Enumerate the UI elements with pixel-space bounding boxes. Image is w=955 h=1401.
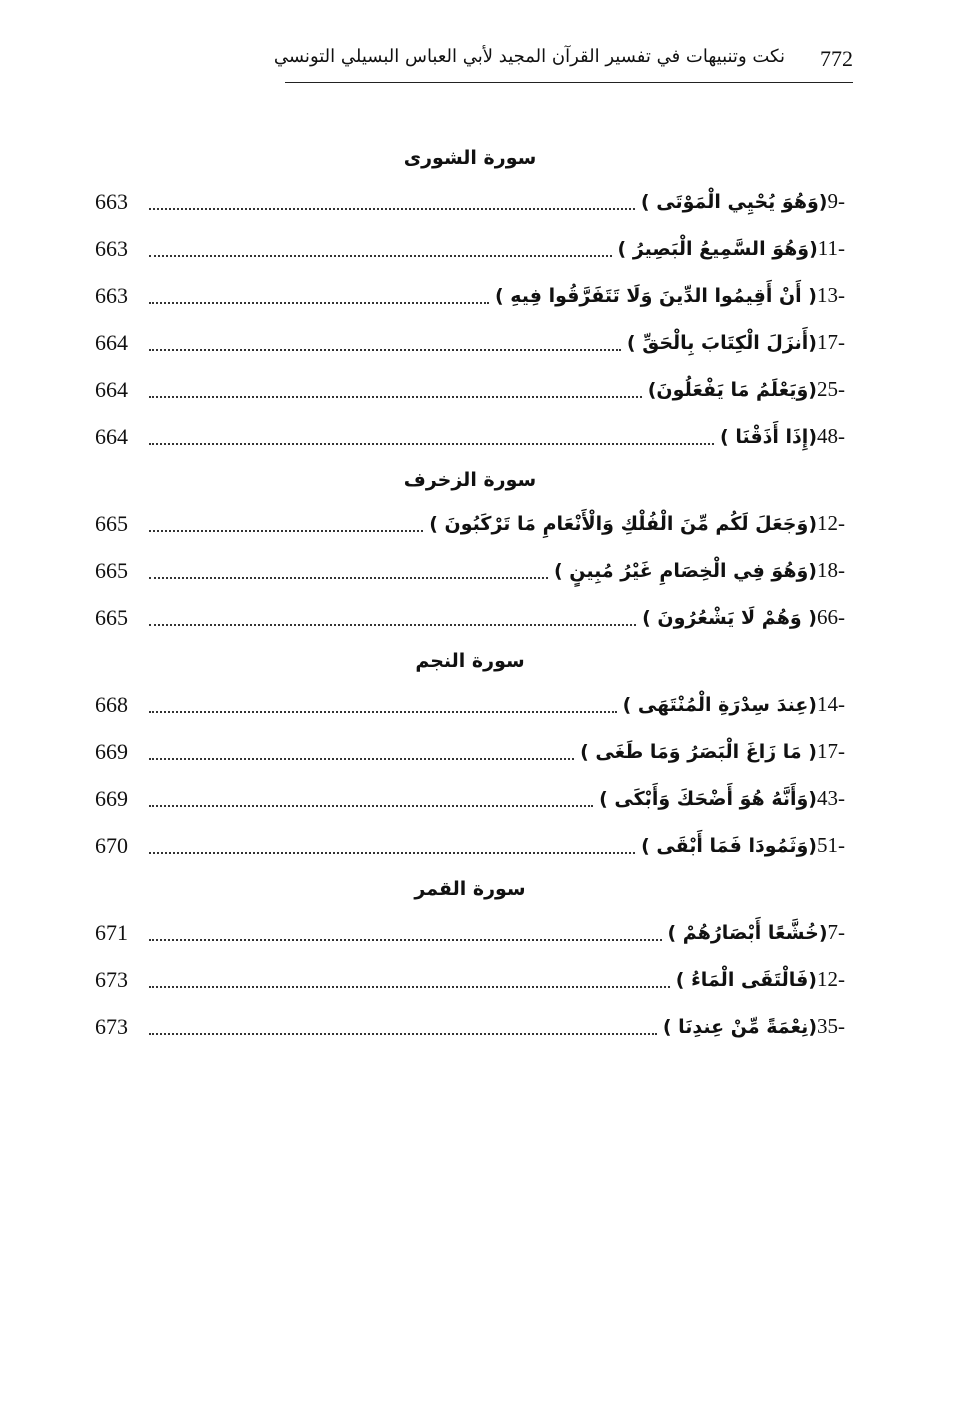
verse-text: (نِعْمَةً مِّنْ عِندِنَا ): [662, 1015, 817, 1038]
leader-dots: [149, 530, 423, 532]
page-number: 772: [820, 46, 853, 71]
verse-text: (وَيَعْلَمُ مَا يَفْعَلُونَ): [647, 378, 817, 401]
verse-number: 11-: [817, 236, 845, 260]
leader-dots: [149, 939, 662, 941]
verse-number: 14-: [817, 692, 845, 716]
index-entry: [95, 225, 845, 272]
leader-dots: [149, 396, 642, 398]
verse-text: ( وَهُمْ لَا يَشْعُرُونَ ): [642, 606, 817, 629]
leader-dots: [149, 208, 635, 210]
leader-dots: [149, 805, 593, 807]
index-entry: [95, 956, 845, 1003]
verse-number: 25-: [817, 377, 845, 401]
verse-number: 43-: [817, 786, 845, 810]
index-entry: [95, 594, 845, 641]
page-ref: 664: [95, 329, 128, 355]
index-entry: [95, 728, 845, 775]
section-title: سورة القمر: [414, 878, 526, 900]
leader-dots: [149, 624, 636, 626]
verse-text: (وَأَنَّهُ هُوَ أَضْحَكَ وَأَبْكَى ): [599, 787, 817, 810]
section-title: سورة النجم: [415, 650, 525, 672]
page-ref: 673: [95, 1013, 128, 1039]
page-ref: 669: [95, 738, 128, 764]
index-entry: [95, 909, 845, 956]
leader-dots: [149, 711, 617, 713]
page-ref: 664: [95, 376, 128, 402]
index-entry: [95, 319, 845, 366]
index-entry: [95, 775, 845, 822]
page-ref: 665: [95, 510, 128, 536]
verse-number: 12-: [817, 967, 845, 991]
verse-number: 7-: [827, 920, 845, 944]
leader-dots: [149, 577, 548, 579]
page-header: [273, 42, 853, 83]
verse-number: 17-: [817, 739, 845, 763]
page-ref: 670: [95, 832, 128, 858]
page-ref: 663: [95, 235, 128, 261]
index-entry: [95, 366, 845, 413]
index-entry: [95, 500, 845, 547]
index-entry: [95, 178, 845, 225]
leader-dots: [149, 443, 714, 445]
verse-number: 35-: [817, 1014, 845, 1038]
verse-text: (عِندَ سِدْرَةِ الْمُنْتَهَى ): [622, 693, 817, 716]
verse-text: ( مَا زَاغَ الْبَصَرُ وَمَا طَغَى ): [580, 740, 817, 763]
index-entry: [95, 1003, 845, 1050]
index-entry: [95, 272, 845, 319]
verse-text: (وَجَعَلَ لَكُم مِّنَ الْفُلْكِ وَالْأَنْعَامِ مَا تَرْكَبُونَ ): [429, 512, 817, 535]
verse-number: 66-: [817, 605, 845, 629]
verse-text: (خُشَّعًا أَبْصَارُهُمْ ): [667, 921, 828, 944]
verse-text: (وَهُوَ يُحْيِي الْمَوْتَى ): [640, 190, 828, 213]
verse-text: (وَثَمُودَا فَمَا أَبْقَى ): [641, 834, 817, 857]
verse-text: (وَهُوَ السَّمِيعُ الْبَصِيرُ ): [617, 237, 818, 260]
page-ref: 669: [95, 785, 128, 811]
page-ref: 665: [95, 604, 128, 630]
verse-number: 12-: [817, 511, 845, 535]
verse-number: 51-: [817, 833, 845, 857]
leader-dots: [149, 758, 574, 760]
leader-dots: [149, 986, 670, 988]
verse-text: (فَالْتَقَى الْمَاءُ ): [675, 968, 817, 991]
section-ash-shura: [95, 138, 845, 460]
index-entry: [95, 822, 845, 869]
section-title: سورة الشورى: [403, 147, 537, 169]
page-ref: 663: [95, 282, 128, 308]
verse-number: 17-: [817, 330, 845, 354]
verse-text: (وَهُوَ فِي الْخِصَامِ غَيْرُ مُبِينٍ ): [553, 559, 817, 582]
leader-dots: [149, 302, 489, 304]
verse-text: (أَنزَلَ الْكِتَابَ بِالْحَقِّ ): [626, 331, 817, 354]
index-content: [95, 138, 845, 1050]
verse-number: 9-: [827, 189, 845, 213]
verse-number: 18-: [817, 558, 845, 582]
section-az-zukhruf: [95, 460, 845, 641]
leader-dots: [149, 852, 635, 854]
section-title: سورة الزخرف: [403, 469, 537, 491]
index-entry: [95, 681, 845, 728]
index-entry: [95, 547, 845, 594]
leader-dots: [149, 255, 612, 257]
page-ref: 665: [95, 557, 128, 583]
leader-dots: [149, 1033, 657, 1035]
verse-text: ( أَنْ أَقِيمُوا الدِّينَ وَلَا تَتَفَرَّقُوا فِيهِ ): [494, 284, 817, 307]
section-al-qamar: [95, 869, 845, 1050]
verse-number: 48-: [817, 424, 845, 448]
section-an-najm: [95, 641, 845, 869]
page-ref: 663: [95, 188, 128, 214]
page-ref: 671: [95, 919, 128, 945]
leader-dots: [149, 349, 621, 351]
page-ref: 668: [95, 691, 128, 717]
index-entry: [95, 413, 845, 460]
verse-text: (إِذَا أَذَقْنَا ): [720, 425, 817, 448]
page-ref: 673: [95, 966, 128, 992]
running-title: نكت وتنبيهات في تفسير القرآن المجيد لأبي العباس البسيلي التونسي: [273, 46, 785, 67]
verse-number: 13-: [817, 283, 845, 307]
page-ref: 664: [95, 423, 128, 449]
